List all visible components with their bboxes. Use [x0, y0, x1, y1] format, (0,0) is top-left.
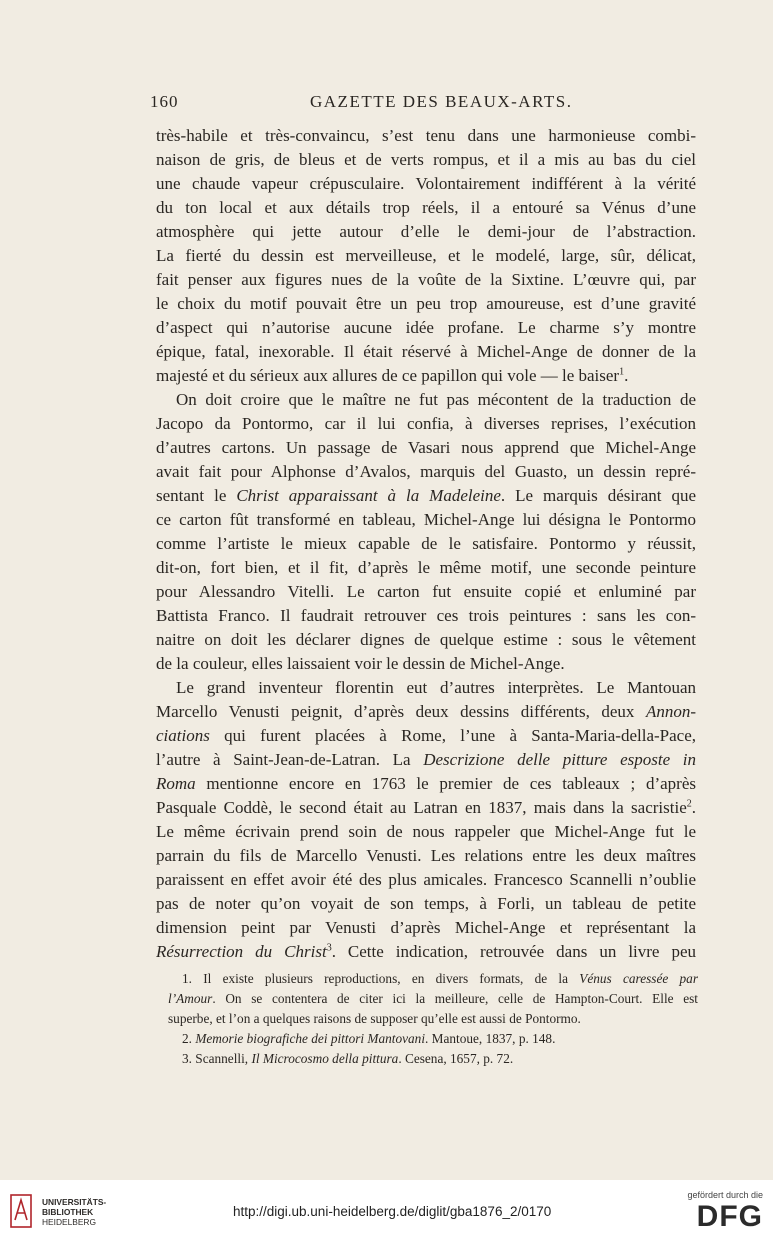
text-segment: . Mantoue, 1837, p. 148.: [425, 1031, 556, 1046]
artwork-title: Annon-: [645, 702, 696, 721]
library-name-line: BIBLIOTHEK: [42, 1207, 94, 1217]
article-body: [156, 124, 696, 964]
text-line: Le grand inventeur florentin eut d’autres interprètes. Le Mantouan: [176, 678, 696, 697]
text-line: pour Alessandro Vitelli. Le carton fut ensuite copié et enluminé par: [156, 582, 696, 601]
artwork-title: l’Amour: [168, 991, 213, 1006]
text-line: ce carton fût transformé en tableau, Michel-Ange lui désigna le Pontormo: [156, 510, 696, 529]
footnote-marker: 2: [686, 798, 692, 810]
dfg-logo-icon: DFG: [696, 1200, 763, 1233]
text-line: naison de gris, de bleus et de verts rompus, et il a mis au bas du ciel: [156, 150, 696, 169]
library-name: [42, 1197, 106, 1227]
text-line: dit-on, fort bien, et il fit, d’après le même motif, une seconde peinture: [156, 558, 696, 577]
text-line: [156, 724, 696, 748]
footnote: [168, 989, 698, 1009]
footnote: [168, 969, 698, 989]
text-line: dimension peint par Venusti d’après Michel-Ange et représentant la: [156, 918, 696, 937]
text-segment: majesté et du sérieux aux allures de ce papillon qui vole — le baiser: [156, 366, 620, 385]
running-header: [150, 92, 700, 116]
text-line: comme l’artiste le mieux capable de le satisfaire. Pontormo y réussit,: [156, 534, 696, 553]
text-segment: Marcello Venusti peignit, d’après deux dessins différents, deux: [156, 702, 635, 721]
text-line: atmosphère qui jette autour d’elle le demi-jour de l’abstraction.: [156, 222, 696, 241]
text-segment: . Le marquis désirant que: [500, 486, 696, 505]
text-line: Battista Franco. Il faudrait retrouver ces trois peintures : sans les con-: [156, 606, 696, 625]
text-segment: qui furent placées à Rome, l’une à Santa-Maria-della-Pace,: [224, 726, 696, 745]
artwork-title: Vénus caressée par: [579, 971, 698, 986]
footnotes: [168, 969, 698, 1069]
text-segment: 1. Il existe plusieurs reproductions, en divers formats, de la: [182, 971, 568, 986]
text-segment: 2.: [182, 1031, 192, 1046]
digitization-footer: [0, 1180, 773, 1245]
text-line: du ton local et aux détails trop réels, il a entouré sa Vénus d’une: [156, 198, 696, 217]
footnote: [168, 1029, 698, 1049]
text-line: [156, 796, 696, 820]
text-segment: . Cette indication, retrouvée dans un livre peu: [331, 942, 696, 961]
text-segment: . Cesena, 1657, p. 72.: [398, 1051, 514, 1066]
library-name-line: HEIDELBERG: [42, 1217, 96, 1227]
text-segment: mentionne encore en 1763 le premier de ces tableaux ; d’après: [206, 774, 696, 793]
footnote: superbe, et l’on a quelques raisons de supposer qu’elle est aussi de Pontormo.: [168, 1011, 581, 1026]
text-line: [156, 700, 696, 724]
text-line: pas de noter qu’on voyait de son temps, à Forli, un tableau de petite: [156, 894, 696, 913]
text-segment: Pasquale Coddè, le second était au Latran en 1837, mais dans la sacristie: [156, 798, 687, 817]
artwork-title: Résurrection du Christ: [156, 942, 327, 961]
dfg-funder-logo: [673, 1190, 763, 1238]
text-line: de la couleur, elles laissaient voir le dessin de Michel-Ange.: [156, 654, 565, 673]
text-line: Le même écrivain prend soin de nous rappeler que Michel-Ange fut le: [156, 822, 696, 841]
text-line: [156, 484, 696, 508]
text-line: On doit croire que le maître ne fut pas mécontent de la traduction de: [176, 390, 696, 409]
text-line: le choix du motif pouvait être un peu trop amoureuse, est d’une gravité: [156, 294, 696, 313]
library-name-line: UNIVERSITÄTS-: [42, 1197, 107, 1207]
journal-title: GAZETTE DES BEAUX-ARTS.: [310, 92, 573, 111]
punctuation: .: [691, 798, 696, 817]
permalink-url[interactable]: http://digi.ub.uni-heidelberg.de/diglit/gba1876_2/0170: [233, 1204, 552, 1219]
text-line: [156, 940, 696, 964]
text-segment: . On se contentera de citer ici la meilleure, celle de Hampton-Court. Elle est: [212, 991, 698, 1006]
footnote: [168, 1049, 698, 1069]
text-line: épique, fatal, inexorable. Il était réservé à Michel-Ange de donner de la: [156, 342, 696, 361]
university-library-logo-icon: [10, 1194, 32, 1228]
text-segment: sentant le: [156, 486, 227, 505]
artwork-title: Christ apparaissant à la Madeleine: [236, 486, 501, 505]
text-line: fait penser aux figures nues de la voûte de la Sixtine. L’œuvre qui, par: [156, 270, 696, 289]
book-title: Memorie biografiche dei pittori Mantovani: [195, 1031, 426, 1046]
text-line: parrain du fils de Marcello Venusti. Les relations entre les deux maîtres: [156, 846, 696, 865]
footnote-marker: 3: [326, 942, 332, 954]
text-line: [156, 364, 696, 388]
book-title: Roma: [156, 774, 196, 793]
text-line: [156, 772, 696, 796]
text-line: d’autres cartons. Un passage de Vasari nous apprend que Michel-Ange: [156, 438, 696, 457]
page-number: 160: [150, 92, 179, 111]
text-line: une chaude vapeur crépusculaire. Volontairement indifférent à la vérité: [156, 174, 696, 193]
text-line: d’aspect qui n’autorise aucune idée profane. Le charme s’y montre: [156, 318, 696, 337]
artwork-title: ciations: [156, 726, 210, 745]
footnote-marker: 1: [619, 366, 625, 378]
text-line: naitre on doit les déclarer dignes de quelque estime : sous le vêtement: [156, 630, 696, 649]
text-segment: l’autre à Saint-Jean-de-Latran. La: [156, 750, 411, 769]
text-line: paraissent en effet avoir été des plus amicales. Francesco Scannelli n’oublie: [156, 870, 696, 889]
punctuation: .: [624, 366, 629, 385]
book-title: Descrizione delle pitture esposte in: [423, 750, 696, 769]
funder-caption: gefördert durch die: [687, 1190, 763, 1200]
book-title: Il Microcosmo della pittura: [251, 1051, 399, 1066]
text-line: avait fait pour Alphonse d’Avalos, marquis del Guasto, un dessin repré-: [156, 462, 696, 481]
text-segment: 3. Scannelli,: [182, 1051, 249, 1066]
text-line: [156, 748, 696, 772]
text-line: Jacopo da Pontormo, car il lui confia, à diverses reprises, l’exécution: [156, 414, 696, 433]
text-line: La fierté du dessin est merveilleuse, et le modelé, large, sûr, délicat,: [156, 246, 696, 265]
text-line: très-habile et très-convaincu, s’est tenu dans une harmonieuse combi-: [156, 126, 696, 145]
